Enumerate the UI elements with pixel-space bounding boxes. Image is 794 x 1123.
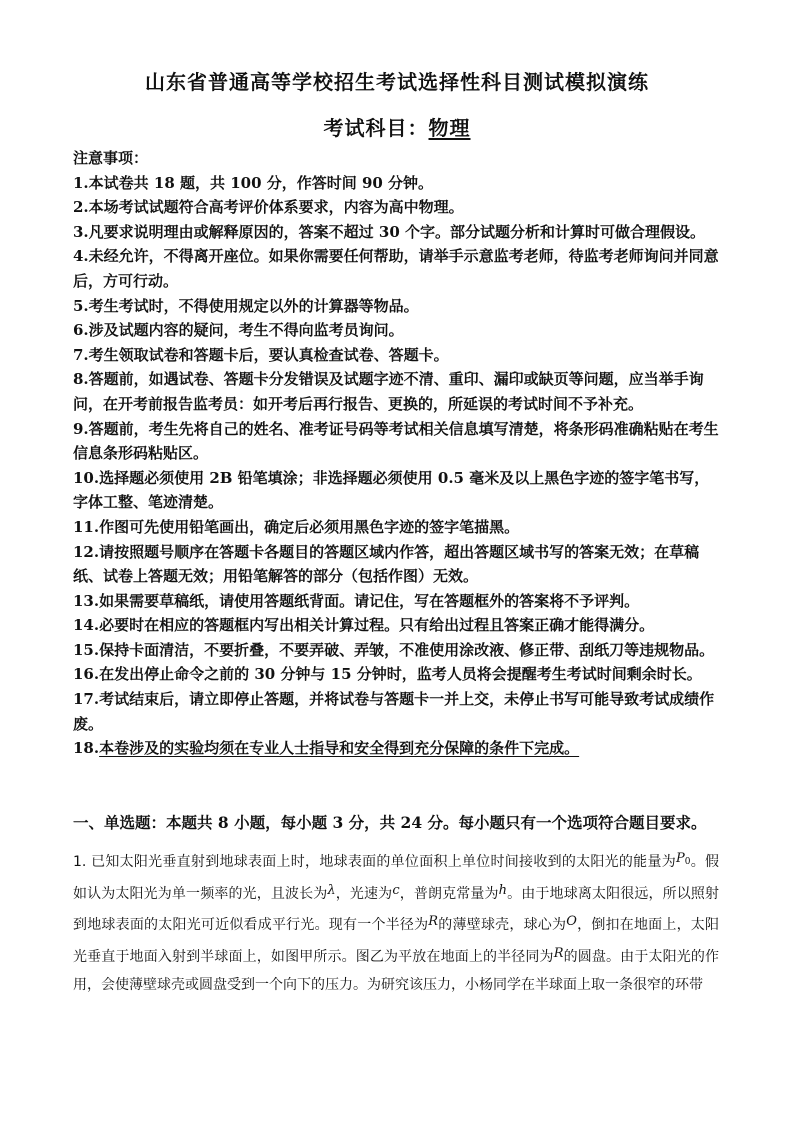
note-item: 12.请按照题号顺序在答题卡各题目的答题区域内作答，超出答题区域书写的答案无效；在草稿纸、试卷上答题无效；用铅笔解答的部分（包括作图）无效。 bbox=[73, 542, 700, 586]
exam-title: 山东省普通高等学校招生考试选择性科目测试模拟演练 bbox=[145, 70, 649, 94]
note-item: 14.必要时在相应的答题框内写出相关计算过程。只有给出过程且答案正确才能得满分。 bbox=[73, 616, 655, 635]
note-item: 7.考生领取试卷和答题卡后，要认真检查试卷、答题卡。 bbox=[73, 345, 449, 364]
note-item: 6.涉及试题内容的疑问，考生不得向监考员询问。 bbox=[73, 321, 404, 340]
note-item: 13.如果需要草稿纸，请使用答题纸背面。请记住，写在答题框外的答案将不予评判。 bbox=[73, 591, 640, 610]
note-item: 10.选择题必须使用 2B 铅笔填涂；非选择题必须使用 0.5 毫米及以上黑色字迹的签字笔书写，字体工整、笔迹清楚。 bbox=[73, 468, 710, 512]
symbol-r: R bbox=[428, 914, 439, 930]
question-1 bbox=[73, 845, 719, 1000]
notes-heading: 注意事项： bbox=[73, 149, 149, 167]
note-item: 5.考生考试时，不得使用规定以外的计算器等物品。 bbox=[73, 296, 419, 315]
note-item-18-text: 本卷涉及的实验均须在专业人士指导和安全得到充分保障的条件下完成。 bbox=[99, 739, 580, 758]
question-1-text: 1. 已知太阳光垂直射到地球表面上时，地球表面的单位面积上单位时间接收到的太阳光的能量为$P_0$。假如认为太阳光为单一频率的光，且波长为λ，光速为c，普朗克常量为h。由于地球离太阳很远，所以照射到地球表面的太阳光可近似看成平行光。现有一个半径为R的薄壁球壳，球心为O，倒扣在地面上，太阳光垂直于地面入射到半球面上，如图甲所示。图乙为平放在地面上的半径同为R的圆盘。由于太阳光的作用，会使薄壁球壳或圆盘受到一个向下的压力。为研究该压力，小杨同学在半球面上取一条很窄的环带 bbox=[73, 851, 720, 994]
symbol-lambda: λ bbox=[327, 882, 336, 898]
symbol-o: O bbox=[566, 914, 577, 930]
note-item-18-number: 18. bbox=[73, 739, 100, 758]
note-item: 17.考试结束后，请立即停止答题，并将试卷与答题卡一并上交，未停止书写可能导致考试成绩作废。 bbox=[73, 690, 715, 733]
symbol-r: R bbox=[553, 945, 564, 961]
note-item: 8.答题前，如遇试卷、答题卡分发错误及试题字迹不清、重印、漏印或缺页等问题，应当举手询问，在开考前报告监考员：如开考后再行报告、更换的，所延误的考试时间不予补充。 bbox=[73, 370, 704, 413]
symbol-p0: $P_0$ bbox=[675, 851, 691, 867]
note-item: 11.作图可先使用铅笔画出，确定后必须用黑色字迹的签字笔描黑。 bbox=[73, 517, 520, 536]
note-item: 3.凡要求说明理由或解释原因的，答案不超过 30 个字。部分试题分析和计算时可做合理假设。 bbox=[73, 222, 705, 241]
note-item: 1.本试卷共 18 题，共 100 分，作答时间 90 分钟。 bbox=[73, 173, 434, 192]
note-item-18 bbox=[73, 736, 723, 761]
subject-name: 物理 bbox=[428, 116, 471, 140]
note-item: 9.答题前，考生先将自己的姓名、准考证号码等考试相关信息填写清楚，将条形码准确粘贴在考生信息条形码粘贴区。 bbox=[73, 419, 719, 463]
notes-section bbox=[73, 146, 723, 761]
exam-subject-line bbox=[0, 112, 794, 141]
note-item: 15.保持卡面清洁，不要折叠，不要弄破、弄皱，不准使用涂改液、修正带、刮纸刀等违规物品。 bbox=[73, 640, 715, 659]
note-item: 4.未经允许，不得离开座位。如果你需要任何帮助，请举手示意监考老师，待监考老师询问并同意后，方可行动。 bbox=[73, 247, 719, 290]
note-item: 2.本场考试试题符合高考评价体系要求，内容为高中物理。 bbox=[73, 198, 464, 217]
section-heading-single-choice: 一、单选题：本题共 8 小题，每小题 3 分，共 24 分。每小题只有一个选项符合题目要求。 bbox=[73, 813, 707, 832]
note-item: 16.在发出停止命令之前的 30 分钟与 15 分钟时，监考人员将会提醒考生考试时间剩余时长。 bbox=[73, 665, 702, 684]
subject-prefix: 考试科目： bbox=[323, 116, 429, 140]
symbol-c: c bbox=[392, 882, 400, 898]
symbol-h: h bbox=[498, 882, 508, 898]
